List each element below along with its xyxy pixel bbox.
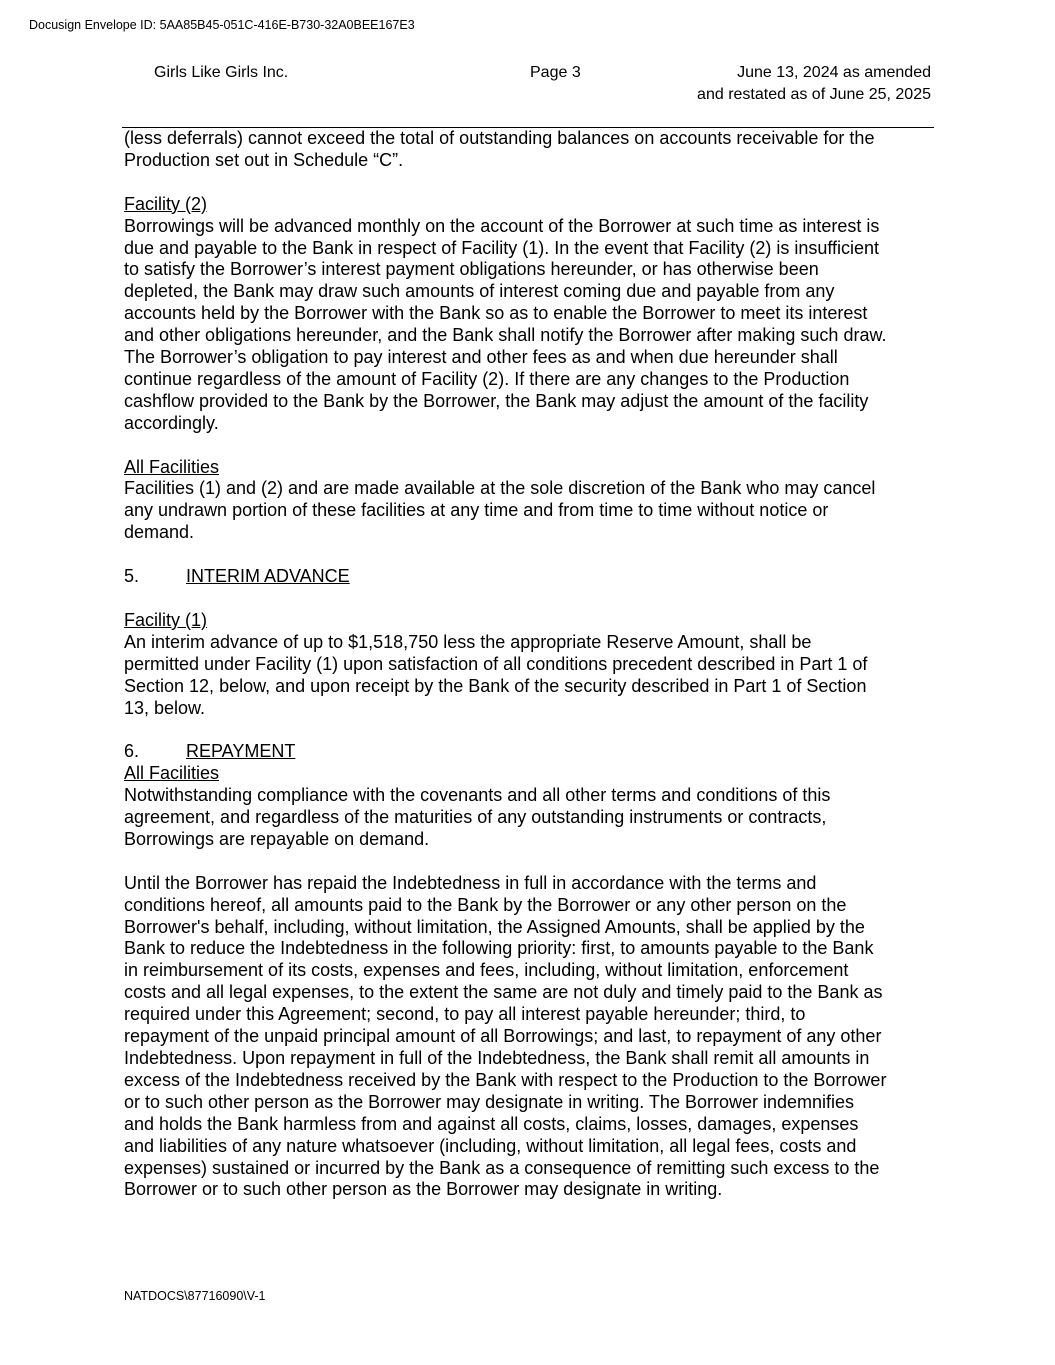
header-date-line-2: and restated as of June 25, 2025 [697,86,931,103]
section-heading-5 [124,566,934,588]
header-date [697,62,931,106]
body-line: Borrowings are repayable on demand. [124,828,430,849]
body-line: and liabilities of any nature whatsoever (including, without limitation, all legal fees, costs and [124,1135,857,1156]
header-page-number: Page 3 [530,64,581,81]
body-line: expenses) sustained or incurred by the Bank as a consequence of remitting such excess to the [124,1157,880,1178]
body-line: cashflow provided to the Bank by the Borrower, the Bank may adjust the amount of the facility [124,390,869,411]
body-line [124,1245,934,1267]
body-line: Borrower or to such other person as the Borrower may designate in writing. [124,1179,723,1200]
body-line: and other obligations hereunder, and the Bank shall notify the Borrower after making such draw. [124,325,887,346]
subheading-text: Facility (1) [124,609,208,630]
blank-line [124,544,934,566]
body-line: Section 12, below, and upon receipt by the Bank of the security described in Part 1 of Section [124,675,867,696]
body-line: Facilities (1) and (2) and are made available at the sole discretion of the Bank who may cancel [124,478,876,499]
footer-document-number: NATDOCS\87716090\V-1 [124,1289,266,1303]
body-line: or to such other person as the Borrower may designate in writing. The Borrower indemnifies [124,1091,855,1112]
subheading-facility-1 [124,610,934,632]
body-line: to satisfy the Borrower’s interest payment obligations hereunder, or has otherwise been [124,259,819,280]
body-line: and holds the Bank harmless from and against all costs, claims, losses, damages, expenses [124,1113,859,1134]
header-company-name: Girls Like Girls Inc. [154,64,289,81]
section-title: REPAYMENT [186,741,296,762]
body-line: agreement, and regardless of the maturities of any outstanding instruments or contracts, [124,807,827,828]
body-line: An interim advance of up to $1,518,750 less the appropriate Reserve Amount, shall be [124,631,812,652]
subheading-text: All Facilities [124,456,220,477]
blank-line [124,172,934,194]
docusign-envelope-id: Docusign Envelope ID: 5AA85B45-051C-416E-B730-32A0BEE167E3 [29,18,415,32]
body-line: depleted, the Bank may draw such amounts of interest coming due and payable from any [124,281,835,302]
subheading-text: All Facilities [124,763,220,784]
body-line: any undrawn portion of these facilities at any time and from time to time without notice or [124,500,829,521]
header-date-line-1: June 13, 2024 as amended [737,64,931,81]
blank-line [124,1223,934,1245]
blank-line [124,851,934,873]
body-line: Indebtedness. Upon repayment in full of the Indebtedness, the Bank shall remit all amounts in [124,1047,870,1068]
body-line: excess of the Indebtedness received by the Bank with respect to the Production to the Borrower [124,1069,887,1090]
body-line: (less deferrals) cannot exceed the total of outstanding balances on accounts receivable for the [124,128,875,148]
body-line: Borrower's behalf, including, without limitation, the Assigned Amounts, shall be applied by the [124,916,865,937]
body-line: Bank to reduce the Indebtedness in the following priority: first, to amounts payable to the Bank [124,938,874,959]
body-line: accordingly. [124,412,219,433]
body-line: due and payable to the Bank in respect of Facility (1). In the event that Facility (2) is insufficient [124,237,880,258]
body-line: repayment of the unpaid principal amount of all Borrowings; and last, to repayment of any other [124,1026,882,1047]
body-line: in reimbursement of its costs, expenses and fees, including, without limitation, enforcement [124,960,849,981]
subheading-facility-2 [124,194,934,216]
body-line: permitted under Facility (1) upon satisfaction of all conditions precedent described in Part 1 of [124,653,868,674]
body-line: conditions hereof, all amounts paid to the Bank by the Borrower or any other person on the [124,894,847,915]
body-line: The Borrower’s obligation to pay interest and other fees as and when due hereunder shall [124,347,838,368]
body-line: accounts held by the Borrower with the Bank so as to enable the Borrower to meet its interest [124,303,868,324]
document-body [124,128,934,1267]
body-line: Notwithstanding compliance with the covenants and all other terms and conditions of this [124,785,831,806]
body-line: continue regardless of the amount of Facility (2). If there are any changes to the Production [124,368,850,389]
section-number: 6. [124,741,140,762]
subheading-all-facilities [124,457,934,479]
section-number: 5. [124,566,140,587]
section-heading-6 [124,741,934,763]
body-line: costs and all legal expenses, to the extent the same are not duly and timely paid to the Bank as [124,982,883,1003]
body-line: demand. [124,522,195,543]
body-line: 13, below. [124,697,206,718]
body-line [124,1201,934,1223]
subheading-text: Facility (2) [124,193,208,214]
blank-line [124,588,934,610]
blank-line [124,719,934,741]
section-title: INTERIM ADVANCE [186,566,350,587]
body-line: Production set out in Schedule “C”. [124,149,404,170]
body-line: required under this Agreement; second, to pay all interest payable hereunder; third, to [124,1004,806,1025]
subheading-all-facilities [124,763,934,785]
blank-line [124,435,934,457]
body-line: Borrowings will be advanced monthly on the account of the Borrower at such time as interest is [124,215,880,236]
body-line: Until the Borrower has repaid the Indebtedness in full in accordance with the terms and [124,872,817,893]
